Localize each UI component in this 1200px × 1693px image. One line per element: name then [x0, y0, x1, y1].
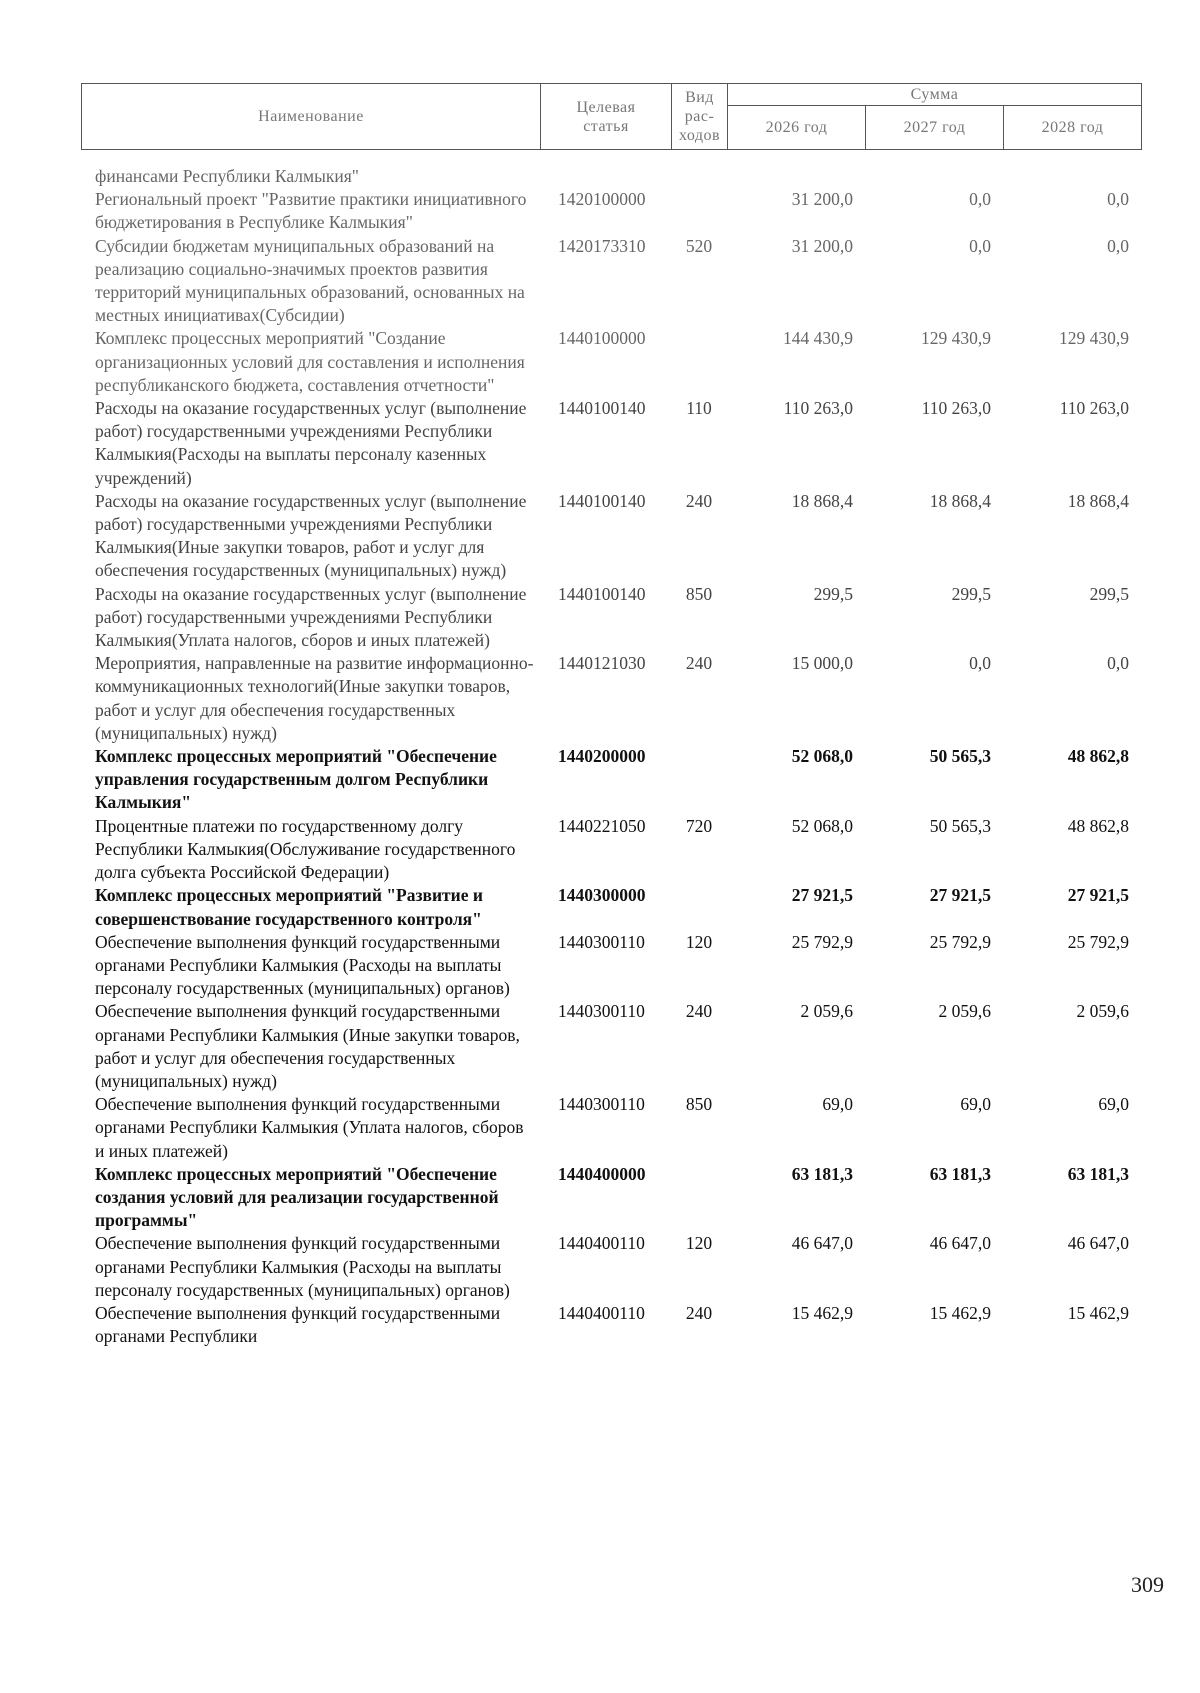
row-expense-type: 240: [685, 1302, 713, 1323]
row-name: Комплекс процессных мероприятий "Создание организационных условий для составления и исполнения республиканского бюджета, составления отчетности": [95, 328, 525, 395]
table-row: [81, 1163, 1141, 1233]
header-year-2028: 2028 год: [1004, 106, 1142, 150]
row-sum-2026: 27 921,5: [791, 885, 853, 906]
header-expense-type: Вид рас-ходов: [672, 84, 728, 150]
row-target-article: 1420173310: [558, 235, 646, 256]
row-sum-2027: 15 462,9: [929, 1302, 991, 1323]
row-sum-2026: 299,5: [813, 583, 853, 604]
row-target-article: 1440100140: [558, 583, 646, 604]
table-row: [81, 490, 1141, 583]
row-expense-type: 850: [685, 1094, 713, 1115]
row-sum-2027: 27 921,5: [929, 885, 991, 906]
row-sum-2026: 144 430,9: [783, 328, 853, 349]
row-name: Обеспечение выполнения функций государственными органами Республики Калмыкия (Иные закупки товаров, работ и услуг для обеспечения государственных (муниципальных) нужд): [95, 1001, 520, 1091]
table-row: [81, 235, 1141, 328]
row-name: Субсидии бюджетам муниципальных образований на реализацию социально-значимых проектов развития территорий муниципальных образований, основанных на местных инициативах(Субсидии): [95, 235, 525, 326]
row-sum-2027: 129 430,9: [921, 328, 991, 349]
row-sum-2026: 31 200,0: [791, 235, 853, 256]
table-row: [81, 1232, 1141, 1302]
row-sum-2026: 110 263,0: [783, 398, 853, 419]
row-target-article: 1440100140: [558, 490, 646, 511]
page-number: 309: [1131, 1572, 1164, 1597]
row-target-article: 1440300110: [558, 931, 645, 952]
table-row: [81, 583, 1141, 653]
row-sum-2028: 48 862,8: [1067, 815, 1129, 836]
row-sum-2027: [865, 165, 1003, 188]
row-expense-type: [671, 745, 727, 815]
row-name: Комплекс процессных мероприятий "Развитие и совершенствование государственного контроля": [95, 885, 483, 929]
row-name: Мероприятия, направленные на развитие информационно-коммуникационных технологий(Иные закупки товаров, работ и услуг для обеспечения государственных (муниципальных) нужд): [95, 653, 534, 743]
row-target-article: 1440400110: [558, 1233, 645, 1254]
row-name: Комплекс процессных мероприятий "Обеспечение создания условий для реализации государственной программы": [95, 1163, 499, 1231]
table-row: [81, 745, 1141, 815]
row-sum-2026: 18 868,4: [791, 490, 853, 511]
row-expense-type: 240: [685, 653, 713, 674]
row-sum-2026: 25 792,9: [791, 931, 853, 952]
row-sum-2028: 110 263,0: [1059, 398, 1129, 419]
row-name: Региональный проект "Развитие практики инициативного бюджетирования в Республике Калмыкия": [95, 189, 527, 233]
row-target-article: 1440100000: [558, 328, 646, 349]
row-sum-2027: 0,0: [969, 189, 991, 210]
header-target-article: Целевая статья: [541, 84, 672, 150]
row-expense-type: [671, 327, 727, 397]
row-sum-2028: 48 862,8: [1067, 746, 1129, 767]
row-sum-2027: 0,0: [969, 235, 991, 256]
row-target-article: 1440400000: [558, 1163, 646, 1184]
header-sum: Сумма: [728, 84, 1142, 106]
row-name: Расходы на оказание государственных услуг (выполнение работ) государственными учреждениями Республики Калмыкия(Иные закупки товаров, работ и услуг для обеспечения государственных (муниципальных) нужд): [95, 490, 527, 581]
row-sum-2028: 299,5: [1089, 583, 1129, 604]
row-sum-2026: [727, 165, 865, 188]
row-target-article: 1440100140: [558, 398, 646, 419]
row-name: Обеспечение выполнения функций государственными органами Республики: [95, 1302, 501, 1347]
row-sum-2028: 27 921,5: [1067, 885, 1129, 906]
row-target-article: 1440200000: [558, 746, 646, 767]
row-sum-2026: 15 462,9: [791, 1302, 853, 1323]
row-expense-type: [671, 884, 727, 930]
row-sum-2028: 0,0: [1107, 653, 1129, 674]
row-sum-2027: 50 565,3: [929, 815, 991, 836]
row-sum-2027: 299,5: [951, 583, 991, 604]
row-sum-2027: 46 647,0: [929, 1233, 991, 1254]
row-sum-2028: 2 059,6: [1076, 1001, 1129, 1022]
row-sum-2026: 69,0: [822, 1094, 853, 1115]
table-row: [81, 1093, 1141, 1163]
row-expense-type: 240: [685, 1001, 713, 1022]
table-row: [81, 327, 1141, 397]
row-expense-type: [671, 188, 727, 234]
row-sum-2028: 0,0: [1107, 189, 1129, 210]
row-name: Расходы на оказание государственных услуг (выполнение работ) государственными учреждениями Республики Калмыкия(Расходы на выплаты персоналу казенных учреждений): [95, 398, 527, 488]
row-name: Комплекс процессных мероприятий "Обеспечение управления государственным долгом Республики Калмыкия": [95, 746, 497, 813]
row-sum-2028: 129 430,9: [1059, 328, 1129, 349]
row-sum-2028: 18 868,4: [1067, 490, 1129, 511]
row-name: Обеспечение выполнения функций государственными органами Республики Калмыкия (Уплата налогов, сборов и иных платежей): [95, 1094, 524, 1161]
row-target-article: [540, 165, 671, 188]
header-year-2026: 2026 год: [728, 106, 866, 150]
row-sum-2026: 63 181,3: [791, 1163, 853, 1184]
table-row: [81, 884, 1141, 930]
budget-table: [81, 165, 1141, 1348]
row-sum-2026: 52 068,0: [791, 746, 853, 767]
row-expense-type: 720: [685, 815, 713, 836]
row-sum-2027: 110 263,0: [921, 398, 991, 419]
row-target-article: 1440400110: [558, 1302, 645, 1323]
row-target-article: 1440300110: [558, 1094, 645, 1115]
row-name: Обеспечение выполнения функций государственными органами Республики Калмыкия (Расходы на выплаты персоналу государственных (муниципальных) органов): [95, 1233, 510, 1300]
row-expense-type: 240: [685, 490, 713, 511]
row-expense-type: 110: [686, 398, 712, 419]
row-expense-type: [671, 1163, 727, 1233]
row-sum-2026: 52 068,0: [791, 815, 853, 836]
header-year-2027: 2027 год: [866, 106, 1004, 150]
header-name: Наименование: [82, 84, 541, 150]
row-sum-2028: 69,0: [1098, 1094, 1129, 1115]
row-sum-2026: 2 059,6: [800, 1001, 853, 1022]
table-row: [81, 397, 1141, 490]
row-sum-2027: 50 565,3: [929, 746, 991, 767]
row-target-article: 1440300000: [558, 885, 646, 906]
row-sum-2027: 18 868,4: [929, 490, 991, 511]
row-sum-2027: 69,0: [960, 1094, 991, 1115]
row-sum-2028: 15 462,9: [1067, 1302, 1129, 1323]
row-sum-2027: 63 181,3: [929, 1163, 991, 1184]
row-expense-type: 520: [685, 235, 713, 256]
table-row: [81, 931, 1141, 1001]
table-row: [81, 815, 1141, 885]
row-sum-2026: 31 200,0: [791, 189, 853, 210]
row-name: финансами Республики Калмыкия": [95, 166, 359, 186]
row-expense-type: 850: [685, 583, 713, 604]
row-sum-2027: 0,0: [969, 653, 991, 674]
row-expense-type: 120: [685, 1233, 713, 1254]
row-target-article: 1440121030: [558, 653, 646, 674]
table-row: [81, 652, 1141, 745]
row-expense-type: 120: [685, 931, 713, 952]
row-name: Расходы на оказание государственных услуг (выполнение работ) государственными учреждениями Республики Калмыкия(Уплата налогов, сборов и иных платежей): [95, 583, 527, 651]
table-row: [81, 165, 1141, 188]
row-sum-2028: 0,0: [1107, 235, 1129, 256]
row-sum-2028: 25 792,9: [1067, 931, 1129, 952]
row-sum-2028: [1003, 165, 1141, 188]
row-expense-type: [671, 165, 727, 188]
table-row: [81, 1302, 1141, 1348]
row-sum-2027: 25 792,9: [929, 931, 991, 952]
row-sum-2027: 2 059,6: [938, 1001, 991, 1022]
row-sum-2026: 46 647,0: [791, 1233, 853, 1254]
row-name: Обеспечение выполнения функций государственными органами Республики Калмыкия (Расходы на выплаты персоналу государственных (муниципальных) органов): [95, 931, 510, 999]
row-sum-2028: 46 647,0: [1067, 1233, 1129, 1254]
row-target-article: 1440221050: [558, 815, 646, 836]
row-name: Процентные платежи по государственному долгу Республики Калмыкия(Обслуживание государственного долга субъекта Российской Федерации): [95, 815, 516, 883]
row-sum-2026: 15 000,0: [791, 653, 853, 674]
table-header: [81, 83, 1142, 150]
row-target-article: 1420100000: [558, 189, 646, 210]
table-row: [81, 1000, 1141, 1093]
row-target-article: 1440300110: [558, 1001, 645, 1022]
table-row: [81, 188, 1141, 234]
row-sum-2028: 63 181,3: [1067, 1163, 1129, 1184]
